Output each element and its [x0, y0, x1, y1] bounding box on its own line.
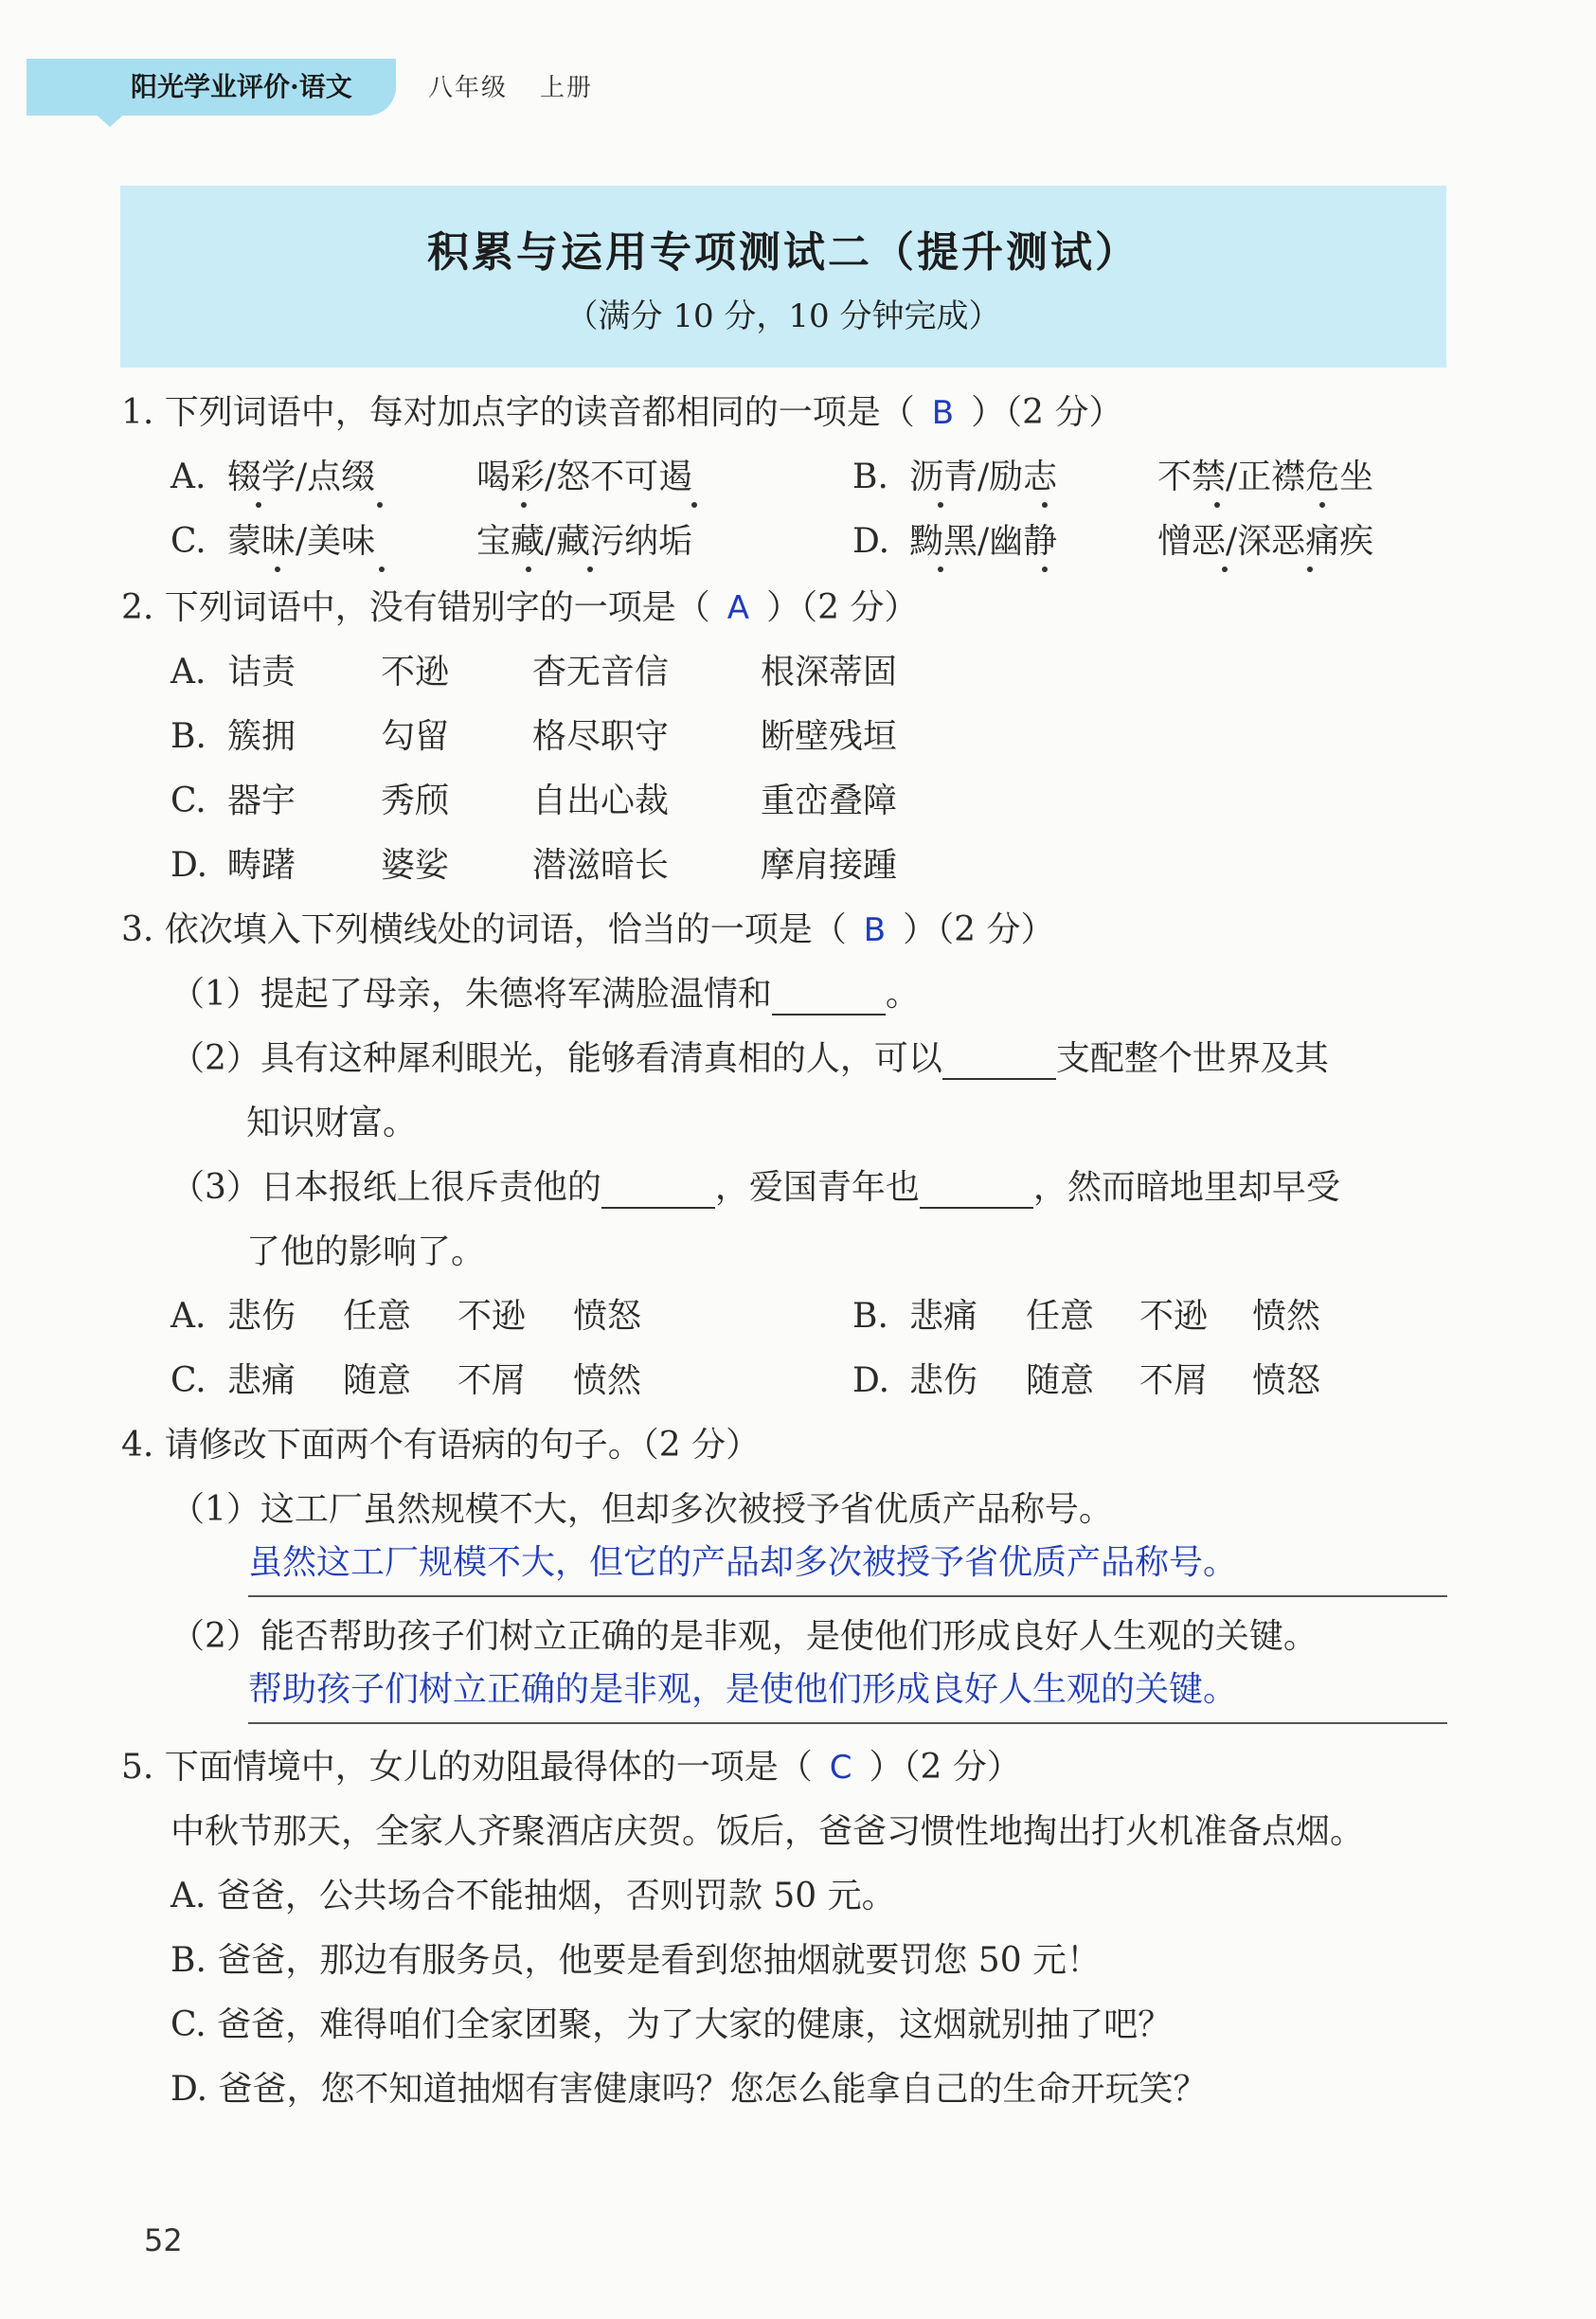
fill-blank — [601, 1178, 715, 1209]
option-word: 不逊 — [381, 653, 450, 692]
option-label: D. — [852, 1361, 890, 1400]
answer: B — [931, 394, 955, 432]
answer: B — [863, 911, 887, 949]
sentence-1: （1）这工厂虽然规模不大，但却多次被授予省优质产品称号。 — [170, 1490, 1113, 1529]
sentence-3-cont: 了他的影响了。 — [246, 1232, 486, 1271]
question-3 — [121, 909, 1054, 951]
page-title: 积累与运用专项测试二（提升测试） — [427, 228, 1139, 277]
option-label: A. — [170, 458, 206, 496]
option-word: 畴躇 — [227, 846, 296, 885]
question-stem: 3. 依次填入下列横线处的词语，恰当的一项是（ — [121, 910, 847, 949]
option-word: 宝藏/藏污纳垢 — [476, 522, 693, 561]
option-word: 不逊 — [1139, 1297, 1209, 1336]
option-word: 不逊 — [457, 1297, 527, 1336]
option-word: 蒙昧/美味 — [227, 522, 376, 561]
question-score: ）（2 分） — [903, 910, 1055, 949]
option-word: 根深蒂固 — [761, 653, 898, 692]
question-stem: 5. 下面情境中，女儿的劝阻最得体的一项是（ — [121, 1748, 813, 1787]
option-word: 愤然 — [1252, 1297, 1321, 1336]
option-word: 任意 — [1026, 1297, 1095, 1336]
option-word: 秀颀 — [381, 782, 450, 820]
option-label: B. — [170, 717, 206, 756]
option-label: C. — [170, 1361, 206, 1400]
answer-rule — [248, 1595, 1447, 1597]
option-word: 辍学/点缀 — [227, 458, 376, 496]
option-word: 器宇 — [227, 782, 296, 820]
option-label: B. — [852, 1297, 888, 1336]
answer: C — [829, 1749, 852, 1787]
option-word: 任意 — [343, 1297, 412, 1336]
option-label: A. — [170, 653, 206, 692]
question-score: ）（2 分） — [869, 1748, 1021, 1787]
answer-1: 虽然这工厂规模不大，但它的产品却多次被授予省优质产品称号。 — [248, 1543, 1238, 1582]
option-word: 断壁残垣 — [761, 717, 898, 756]
sentence-2-cont: 知识财富。 — [246, 1104, 418, 1142]
option-label: C. — [170, 522, 206, 561]
fill-blank — [772, 985, 886, 1016]
option-word: 勾留 — [381, 717, 450, 756]
option-word: 诘责 — [227, 653, 296, 692]
answer-2: 帮助孩子们树立正确的是非观，是使他们形成良好人生观的关键。 — [248, 1670, 1238, 1709]
question-4: 4. 请修改下面两个有语病的句子。（2 分） — [121, 1426, 761, 1465]
option-word: 黝黑/幽静 — [909, 522, 1058, 561]
volume-label: 上册 — [540, 74, 594, 102]
answer-rule — [248, 1722, 1447, 1724]
option-label: C. — [170, 782, 206, 820]
option-word: 愤然 — [573, 1361, 642, 1400]
option-a: A. 爸爸，公共场合不能抽烟，否则罚款 50 元。 — [170, 1877, 896, 1915]
question-score: ）（2 分） — [971, 393, 1123, 432]
option-word: 悲痛 — [909, 1297, 978, 1336]
option-c: C. 爸爸，难得咱们全家团聚，为了大家的健康，这烟就别抽了吧？ — [170, 2005, 1173, 2044]
option-word: 自出心裁 — [532, 782, 670, 820]
option-word: 不屑 — [1139, 1361, 1209, 1400]
option-word: 潜滋暗长 — [532, 846, 670, 885]
question-5 — [121, 1747, 1021, 1789]
option-word: 不禁/正襟危坐 — [1157, 458, 1374, 496]
option-word: 杳无音信 — [532, 653, 670, 692]
page-subtitle: （满分 10 分，10 分钟完成） — [565, 297, 1001, 335]
page-number: 52 — [144, 2222, 183, 2258]
option-word: 喝彩/怒不可遏 — [476, 458, 693, 496]
grade-label: 八年级 — [428, 74, 509, 102]
answer: A — [726, 589, 750, 627]
option-d: D. 爸爸，您不知道抽烟有害健康吗？您怎么能拿自己的生命开玩笑？ — [170, 2070, 1208, 2109]
option-word: 悲伤 — [227, 1297, 296, 1336]
option-b: B. 爸爸，那边有服务员，他要是看到您抽烟就要罚您 50 元！ — [170, 1941, 1102, 1980]
option-word: 沥青/励志 — [909, 458, 1058, 496]
option-word: 随意 — [1026, 1361, 1095, 1400]
option-label: D. — [852, 522, 890, 561]
option-label: A. — [170, 1297, 206, 1336]
question-stem: 2. 下列词语中，没有错别字的一项是（ — [121, 588, 710, 627]
option-word: 随意 — [343, 1361, 412, 1400]
sentence-2: （2）能否帮助孩子们树立正确的是非观，是使他们形成良好人生观的关键。 — [170, 1617, 1318, 1656]
fill-blank — [920, 1178, 1033, 1209]
question-1 — [121, 392, 1122, 434]
option-word: 格尽职守 — [532, 717, 670, 756]
option-word: 不屑 — [457, 1361, 527, 1400]
option-label: B. — [852, 458, 888, 496]
question-stem: 1. 下列词语中，每对加点字的读音都相同的一项是（ — [121, 393, 915, 432]
option-word: 重峦叠障 — [761, 782, 898, 820]
option-word: 悲伤 — [909, 1361, 978, 1400]
question-score: ）（2 分） — [766, 588, 919, 627]
sentence-2: （2）具有这种犀利眼光，能够看清真相的人，可以 支配整个世界及其 — [170, 1039, 1329, 1078]
option-word: 愤怒 — [573, 1297, 642, 1336]
option-word: 愤怒 — [1252, 1361, 1321, 1400]
option-word: 婆娑 — [381, 846, 450, 885]
option-word: 悲痛 — [227, 1361, 296, 1400]
option-word: 簇拥 — [227, 717, 296, 756]
series-title: 阳光学业评价·语文 — [131, 71, 352, 102]
fill-blank — [942, 1050, 1056, 1080]
option-word: 憎恶/深恶痛疾 — [1157, 522, 1374, 561]
sentence-3: （3）日本报纸上很斥责他的 ，爱国青年也 ，然而暗地里却早受 — [170, 1168, 1340, 1207]
title-block — [120, 186, 1446, 368]
option-label: D. — [170, 846, 208, 885]
scenario-text: 中秋节那天，全家人齐聚酒店庆贺。饭后，爸爸习惯性地掏出打火机准备点烟。 — [170, 1812, 1365, 1851]
sentence-1: （1）提起了母亲，朱德将军满脸温情和 。 — [170, 975, 920, 1014]
option-word: 摩肩接踵 — [761, 846, 898, 885]
question-2 — [121, 587, 918, 629]
